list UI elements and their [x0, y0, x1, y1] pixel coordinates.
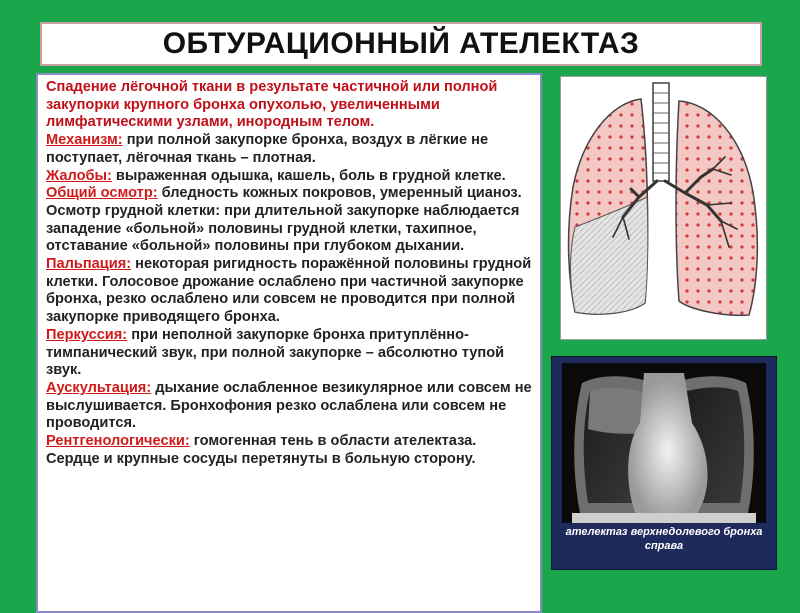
- section-label: Общий осмотр:: [46, 185, 158, 202]
- xray-panel: [551, 356, 777, 570]
- section-label: Жалобы:: [46, 167, 112, 184]
- section-chest-exam: [46, 203, 532, 256]
- section-label: Рентгенологически:: [46, 433, 190, 450]
- section-text: гомогенная тень в области ателектаза. Сердце и крупные сосуды перетянуты в больную сторону.: [46, 433, 477, 467]
- section-label: Пальпация:: [46, 256, 132, 273]
- section-text: при полной закупорке бронха, воздух в лёгкие не поступает, лёгочная ткань – плотная.: [46, 132, 489, 166]
- section-text: выраженная одышка, кашель, боль в грудной клетке.: [111, 167, 506, 184]
- page-title: ОБТУРАЦИОННЫЙ АТЕЛЕКТАЗ: [162, 27, 640, 60]
- chest-xray-image-icon: [562, 363, 766, 523]
- description-panel: [36, 73, 542, 613]
- lung-diagram: [560, 76, 767, 340]
- section-label: Аускультация:: [46, 379, 152, 396]
- section-mechanism: [46, 132, 532, 167]
- section-text: дыхание ослабленное везикулярное или совсем не выслушивается. Бронхофония резко ослаблена или совсем не проводится.: [46, 379, 532, 432]
- section-palpation: [46, 256, 532, 327]
- section-label: Механизм:: [46, 132, 123, 149]
- xray-caption: ателектаз верхнедолевого бронха справа: [565, 526, 763, 552]
- section-radiology: [46, 433, 532, 468]
- section-complaints: [46, 168, 532, 186]
- section-text: бледность кожных покровов, умеренный цианоз.: [157, 185, 522, 202]
- intro-text: Спадение лёгочной ткани в результате частичной или полной закупорки крупного бронха опухолью, увеличенными лимфатическими узлами, инородным телом.: [46, 79, 498, 131]
- section-text: некоторая ригидность поражённой половины грудной клетки. Голосовое дрожание ослаблено при частичной закупорке бронха, резко ослаблено или совсем не проводится при полной закупорке приводящего бронха.: [46, 256, 532, 326]
- section-label: Перкуссия:: [46, 326, 128, 343]
- section-percussion: [46, 327, 532, 380]
- section-text: при неполной закупорке бронха притуплённо-тимпанический звук, при полной закупорке – абсолютно тупой звук.: [46, 326, 505, 379]
- lungs-illustration-icon: [561, 77, 766, 339]
- section-general-exam: [46, 185, 532, 203]
- title-banner: [40, 22, 762, 66]
- section-auscultation: [46, 380, 532, 433]
- section-text: Осмотр грудной клетки: при длительной закупорке наблюдается западение «больной» половины грудной клетки, тахипное, отставание «больной» половины при глубоком дыхании.: [46, 202, 520, 255]
